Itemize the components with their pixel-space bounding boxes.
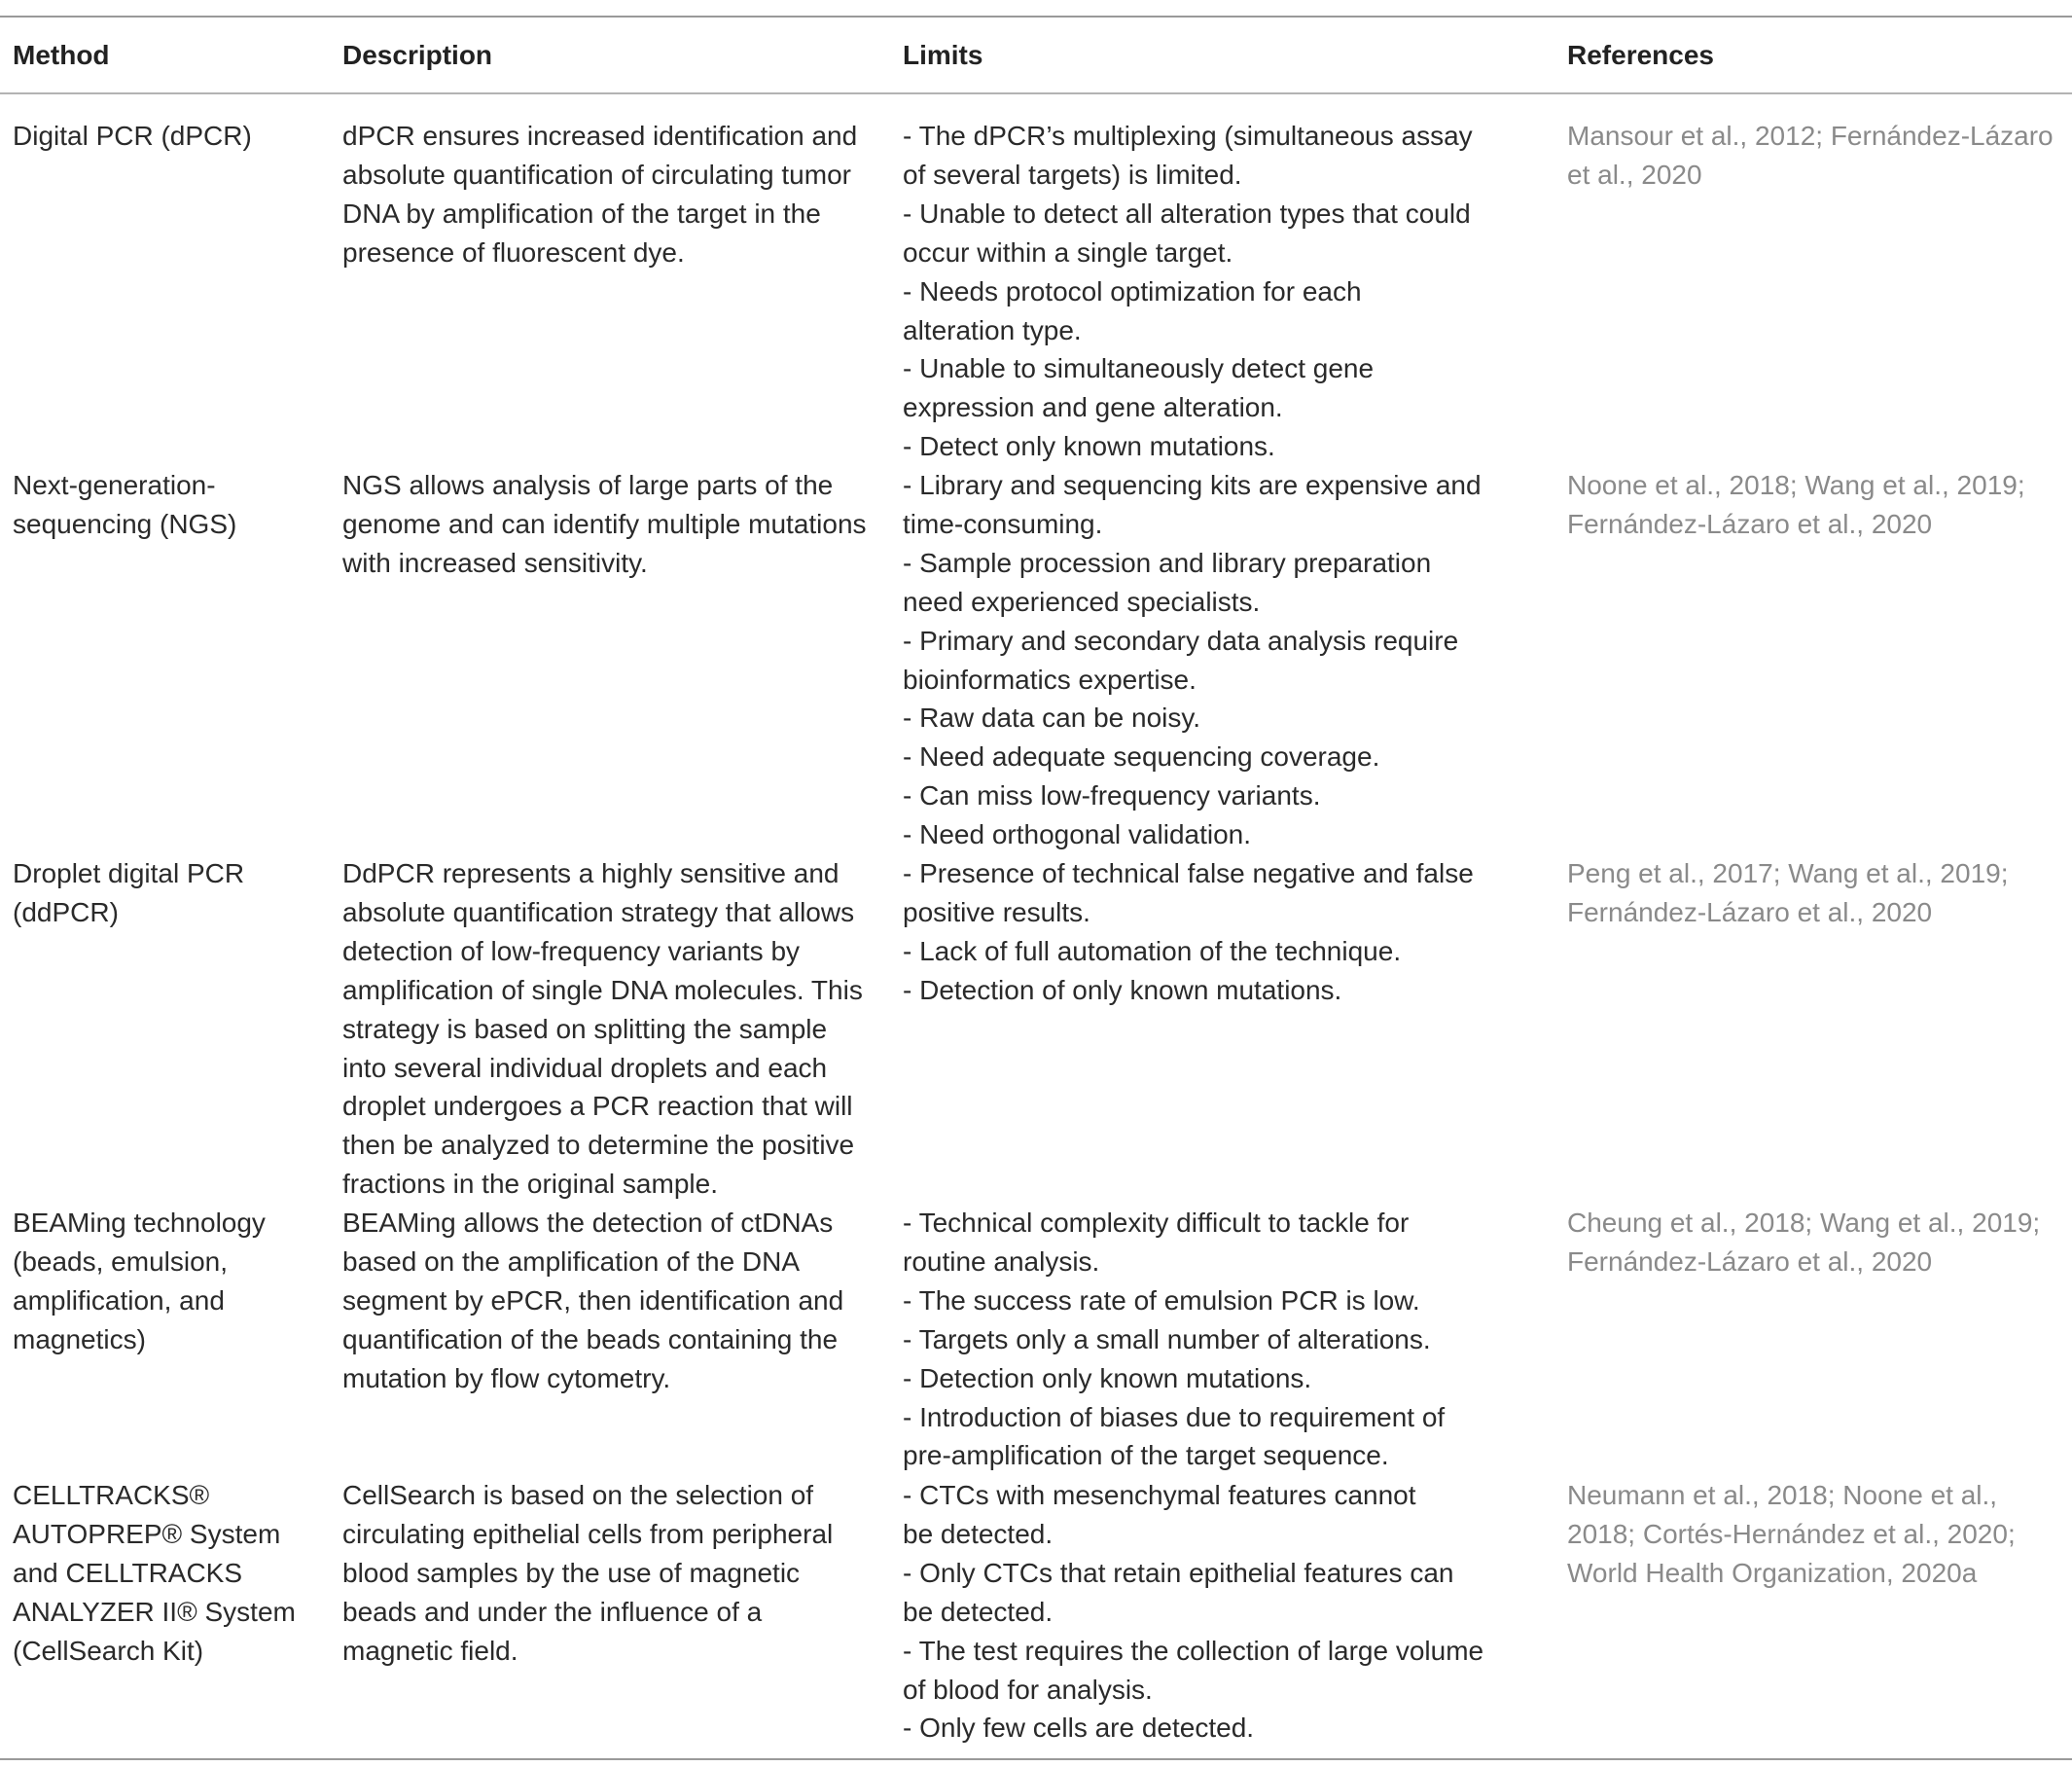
cell-limits: - Technical complexity difficult to tackle for routine analysis. - The success rate of emulsion PCR is low. - Targets only a small number of alterations. - Detection only known mutations. - Introduction of biases due to requirement of pre-amplification of the target sequence. [903,1208,1446,1471]
cell-references[interactable]: Mansour et al., 2012; Fernández-Lázaro et al., 2020 [1567,121,2054,190]
cell-method: Next-generation- sequencing (NGS) [13,470,237,539]
cell-references[interactable]: Cheung et al., 2018; Wang et al., 2019; Fernández-Lázaro et al., 2020 [1567,1208,2041,1277]
cell-method: Digital PCR (dPCR) [13,121,252,151]
cell-description: BEAMing allows the detection of ctDNAs based on the amplification of the DNA segment by ePCR, then identification and quantification of the beads containing the mutation by flow cytometry. [342,1208,844,1393]
cell-limits: - CTCs with mesenchymal features cannot be detected. - Only CTCs that retain epithelial features can be detected. - The test requires the collection of large volume of blood for analysis. - Only few cells are detected. [903,1480,1484,1744]
header-references: References [1567,40,1714,70]
header-method: Method [13,40,110,70]
cell-references[interactable]: Peng et al., 2017; Wang et al., 2019; Fernández-Lázaro et al., 2020 [1567,858,2009,927]
cell-description: CellSearch is based on the selection of circulating epithelial cells from peripheral blood samples by the use of magnetic beads and under the influence of a magnetic field. [342,1480,834,1666]
cell-description: DdPCR represents a highly sensitive and absolute quantification strategy that allows detection of low-frequency variants by amplification of single DNA molecules. This strategy is based on splitting the sample into several individual droplets and each droplet undergoes a PCR reaction that will then be analyzed to determine the positive fractions in the original sample. [342,858,863,1200]
cell-method: BEAMing technology (beads, emulsion, amplification, and magnetics) [13,1208,266,1354]
cell-method: Droplet digital PCR (ddPCR) [13,858,245,927]
table-header-rule [0,92,2072,94]
cell-description: NGS allows analysis of large parts of the genome and can identify multiple mutations with increased sensitivity. [342,470,867,578]
cell-references[interactable]: Neumann et al., 2018; Noone et al., 2018; Cortés-Hernández et al., 2020; World Health Organization, 2020a [1567,1480,2016,1588]
cell-method: CELLTRACKS® AUTOPREP® System and CELLTRACKS ANALYZER II® System (CellSearch Kit) [13,1480,296,1666]
table-header-row [0,16,2072,93]
cell-limits: - Library and sequencing kits are expensive and time-consuming. - Sample procession and library preparation need experienced specialists. - Primary and secondary data analysis require bioinformatics expertise. - Raw data can be noisy. - Need adequate sequencing coverage. - Can miss low-frequency variants. - Need orthogonal validation. [903,470,1482,850]
cell-references[interactable]: Noone et al., 2018; Wang et al., 2019; Fernández-Lázaro et al., 2020 [1567,470,2025,539]
cell-limits: - The dPCR’s multiplexing (simultaneous assay of several targets) is limited. - Unable to detect all alteration types that could occur within a single target. - Needs protocol optimization for each alteration type. - Unable to simultaneously detect gene expression and gene alteration. - Detect only known mutations. [903,121,1473,462]
cell-limits: - Presence of technical false negative and false positive results. - Lack of full automation of the technique. - Detection of only known mutations. [903,858,1474,1005]
header-limits: Limits [903,40,983,70]
cell-description: dPCR ensures increased identification and absolute quantification of circulating tumor DNA by amplification of the target in the presence of fluorescent dye. [342,121,858,268]
table-bottom-rule [0,1758,2072,1760]
header-description: Description [342,40,493,70]
